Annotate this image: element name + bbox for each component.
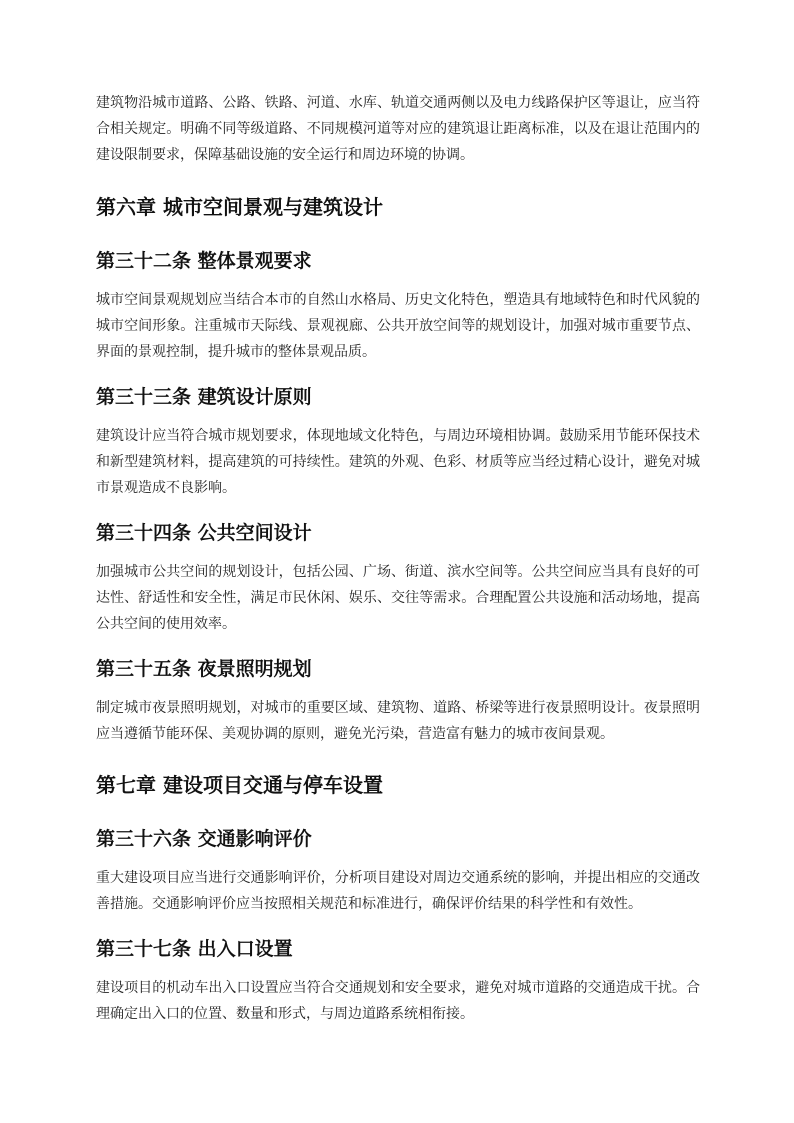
- article-36-title: 第三十六条 交通影响评价: [96, 828, 312, 850]
- article-34-title: 第三十四条 公共空间设计: [96, 522, 312, 544]
- article-32-body: 城市空间景观规划应当结合本市的自然山水格局、历史文化特色，塑造具有地域特色和时代风貌的城市空间形象。注重城市天际线、景观视廊、公共开放空间等的规划设计，加强对城市重要节点、界面的景观控制，提升城市的整体景观品质。: [96, 292, 700, 360]
- article-32-title: 第三十二条 整体景观要求: [96, 250, 312, 272]
- article-36-body: 重大建设项目应当进行交通影响评价，分析项目建设对周边交通系统的影响，并提出相应的交通改善措施。交通影响评价应当按照相关规范和标准进行，确保评价结果的科学性和有效性。: [96, 870, 700, 912]
- chapter-7-title: 第七章 建设项目交通与停车设置: [96, 773, 383, 797]
- article-37-body: 建设项目的机动车出入口设置应当符合交通规划和安全要求，避免对城市道路的交通造成干扰。合理确定出入口的位置、数量和形式，与周边道路系统相衔接。: [96, 980, 700, 1022]
- intro-paragraph: 建筑物沿城市道路、公路、铁路、河道、水库、轨道交通两侧以及电力线路保护区等退让，应当符合相关规定。明确不同等级道路、不同规模河道等对应的建筑退让距离标准，以及在退让范围内的建设限制要求，保障基础设施的安全运行和周边环境的协调。: [96, 95, 700, 163]
- article-33-body: 建筑设计应当符合城市规划要求，体现地域文化特色，与周边环境相协调。鼓励采用节能环保技术和新型建筑材料，提高建筑的可持续性。建筑的外观、色彩、材质等应当经过精心设计，避免对城市景观造成不良影响。: [96, 428, 700, 496]
- article-35-body: 制定城市夜景照明规划，对城市的重要区域、建筑物、道路、桥梁等进行夜景照明设计。夜景照明应当遵循节能环保、美观协调的原则，避免光污染，营造富有魅力的城市夜间景观。: [96, 700, 700, 742]
- article-37-title: 第三十七条 出入口设置: [96, 938, 293, 960]
- chapter-6-title: 第六章 城市空间景观与建筑设计: [96, 195, 383, 219]
- article-33-title: 第三十三条 建筑设计原则: [96, 386, 312, 408]
- article-34-body: 加强城市公共空间的规划设计，包括公园、广场、街道、滨水空间等。公共空间应当具有良好的可达性、舒适性和安全性，满足市民休闲、娱乐、交往等需求。合理配置公共设施和活动场地，提高公共空间的使用效率。: [96, 564, 700, 632]
- article-35-title: 第三十五条 夜景照明规划: [96, 658, 312, 680]
- document-page: [96, 90, 700, 1027]
